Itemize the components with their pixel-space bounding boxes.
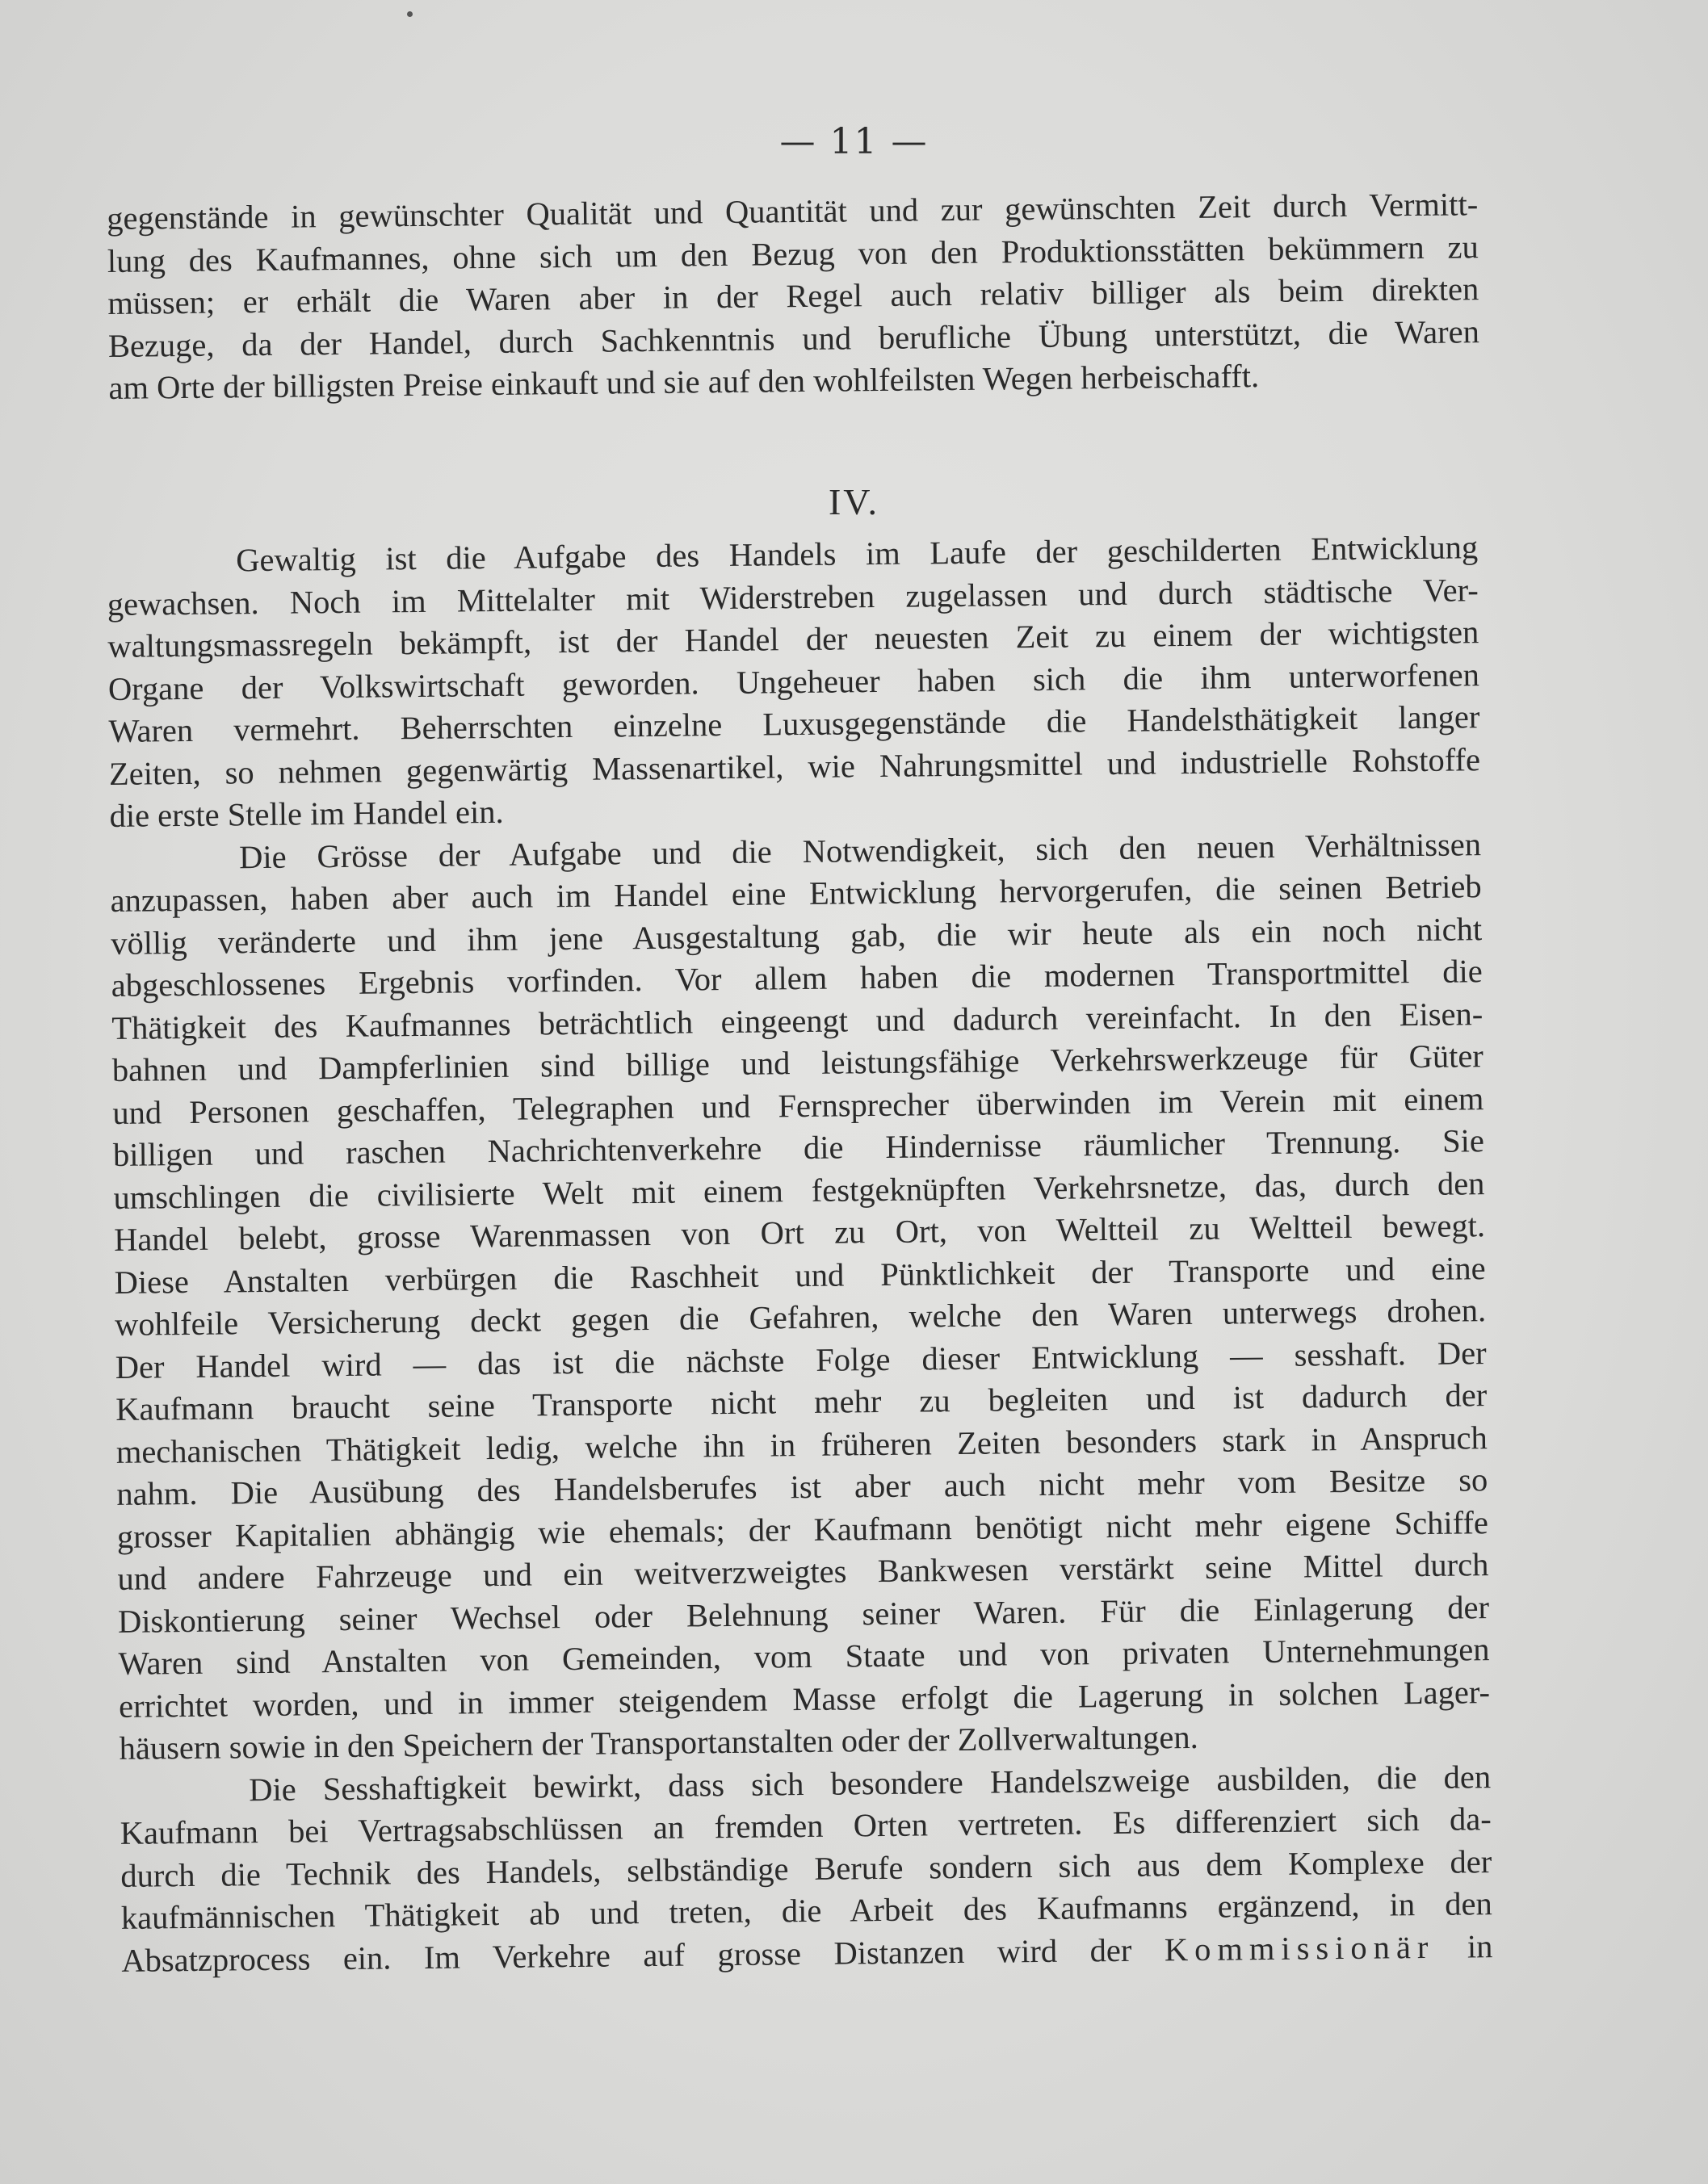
text-line: grosser Kapitalien abhängig wie ehemals; der Kaufmann benötigt nicht mehr eigene Schiffe [116,1503,1489,1555]
text-line: und Personen geschaffen, Telegraphen und Fernsprecher überwinden im Verein mit einem [112,1079,1484,1131]
text-line: die erste Stelle im Handel ein. [109,793,504,834]
ink-speck [407,11,413,17]
text-line: anzupassen, haben aber auch im Handel eine Entwicklung hervorgerufen, die seinen Betrieb [110,868,1482,919]
text-line: völlig veränderte und ihm jene Ausgestaltung gab, die wir heute als ein noch nicht [110,910,1483,962]
text-line: müssen; er erhält die Waren aber in der Regel auch relativ billiger als beim direkten [107,270,1479,321]
text-line: Diese Anstalten verbürgen die Raschheit und Pünktlichkeit der Transporte und eine [114,1249,1486,1301]
text-line: errichtet worden, und in immer steigendem Masse erfolgt die Lagerung in solchen Lager- [118,1673,1491,1725]
text-line: Der Handel wird — das ist die nächste Folge dieser Entwicklung — sesshaft. Der [115,1334,1487,1385]
text-line: durch die Technik des Handels, selbständige Berufe sondern sich aus dem Komplexe der [120,1842,1492,1894]
text-line: billigen und raschen Nachrichtenverkehre die Hindernisse räumlicher Trennung. Sie [112,1122,1485,1173]
text-line: und andere Fahrzeuge und ein weitverzweigtes Bankwesen verstärkt seine Mittel durch [117,1546,1489,1597]
text-line: mechanischen Thätigkeit ledig, welche ihn in früheren Zeiten besonders stark in Anspruch [115,1419,1488,1470]
text-line: abgeschlossenes Ergebnis vorfinden. Vor allem haben die modernen Transportmittel die [111,953,1483,1004]
section-body [107,526,1493,1982]
section-heading: IV. [828,481,880,522]
spaced-term: Kommissionär [1164,1928,1435,1968]
text-line: Waren sind Anstalten von Gemeinden, vom Staate und von privaten Unternehmungen [118,1631,1490,1682]
text-line: gegenstände in gewünschter Qualität und Quantität und zur gewünschten Zeit durch Vermitt- [107,186,1479,237]
text-line: häusern sowie in den Speichern der Transportanstalten oder der Zollverwaltungen. [119,1718,1198,1767]
text-fragment: Absatzprocess ein. Im Verkehre auf grosse Distanzen wird der [121,1931,1132,1979]
text-line: Organe der Volkswirtschaft geworden. Ungeheuer haben sich die ihm unterworfenen [107,656,1480,707]
text-line: Kaufmann bei Vertragsabschlüssen an fremden Orten vertreten. Es differenziert sich da- [120,1800,1492,1851]
text-line: gewachsen. Noch im Mittelalter mit Widerstreben zugelassen und durch städtische Ver- [107,571,1479,623]
text-line: lung des Kaufmannes, ohne sich um den Bezug von den Produktionsstätten bekümmern zu [107,228,1479,279]
text-line: Kaufmann braucht seine Transporte nicht mehr zu begleiten und ist dadurch der [115,1377,1488,1427]
text-line: Die Sesshaftigkeit bewirkt, dass sich besondere Handelszweige ausbilden, die den [248,1758,1492,1808]
text-line: Waren vermehrt. Beherrschten einzelne Luxusgegenstände die Handelsthätigkeit langer [108,698,1480,749]
text-line: wohlfeile Versicherung deckt gegen die Gefahren, welche den Waren unterwegs drohen. [114,1292,1487,1343]
text-line: Die Grösse der Aufgabe und die Notwendigkeit, sich den neuen Verhältnissen [238,825,1482,875]
text-line: Diskontierung seiner Wechsel oder Belehnung seiner Waren. Für die Einlagerung der [117,1588,1490,1640]
text-line: Gewaltig ist die Aufgabe des Handels im Laufe der geschilderten Entwicklung [236,529,1479,579]
intro-paragraph [107,183,1480,409]
text-line: Bezuge, da der Handel, durch Sachkenntnis und berufliche Übung unterstützt, die Waren [107,312,1480,364]
text-line: waltungsmassregeln bekämpft, ist der Handel der neuesten Zeit zu einem der wichtigsten [107,614,1479,664]
text-line: nahm. Die Ausübung des Handelsberufes ist aber auch nicht mehr vom Besitze so [116,1461,1488,1512]
text-line: umschlingen die civilisierte Welt mit einem festgeknüpften Verkehrsnetze, das, durch den [113,1164,1485,1216]
text-line: am Orte der billigsten Preise einkauft und sie auf den wohlfeilsten Wegen herbeischafft. [108,358,1260,406]
text-fragment: in [1467,1927,1493,1964]
text-line: Thätigkeit des Kaufmannes beträchtlich eingeengt und dadurch vereinfacht. In den Eisen- [111,995,1483,1046]
text-line: Zeiten, so nehmen gegenwärtig Massenartikel, wie Nahrungsmittel und industrielle Rohstoffe [108,740,1481,792]
text-line: kaufmännischen Thätigkeit ab und treten, die Arbeit des Kaufmanns ergänzend, in den [120,1885,1493,1936]
text-line: Handel belebt, grosse Warenmassen von Ort zu Ort, von Weltteil zu Weltteil bewegt. [113,1207,1486,1258]
page-number: — 11 — [779,121,929,162]
text-line: bahnen und Dampferlinien sind billige und leistungsfähige Verkehrswerkzeuge für Güter [111,1038,1484,1088]
